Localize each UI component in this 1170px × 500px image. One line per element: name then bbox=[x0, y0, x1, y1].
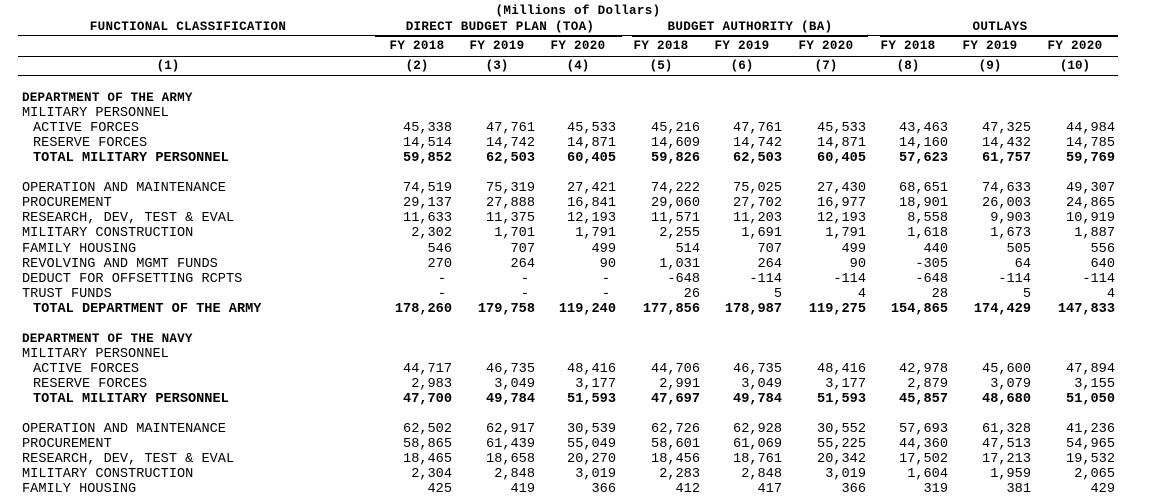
column-number: (7) bbox=[814, 59, 838, 73]
value-cell: 319 bbox=[923, 482, 948, 498]
value-cell: 61,439 bbox=[486, 437, 535, 453]
value-cell: 42,978 bbox=[899, 361, 948, 377]
value-cell: 14,871 bbox=[567, 136, 616, 152]
column-number: (4) bbox=[566, 59, 590, 73]
value-cell: 74,519 bbox=[403, 181, 452, 197]
row-label: ACTIVE FORCES bbox=[33, 361, 140, 377]
value-cell: 47,325 bbox=[982, 121, 1031, 137]
value-cell: 514 bbox=[675, 241, 700, 257]
value-cell: - bbox=[520, 286, 529, 302]
value-cell: 4 bbox=[1106, 286, 1115, 302]
value-cell: - bbox=[520, 271, 529, 287]
value-cell: 17,213 bbox=[982, 452, 1031, 468]
total-row-label: TOTAL DEPARTMENT OF THE ARMY bbox=[33, 301, 262, 317]
value-cell: 1,887 bbox=[1074, 226, 1115, 242]
value-cell: 2,991 bbox=[659, 376, 700, 392]
total-value-cell: 179,758 bbox=[477, 301, 535, 317]
value-cell: 2,283 bbox=[659, 467, 700, 483]
fiscal-year-label: FY 2020 bbox=[798, 39, 854, 53]
total-value-cell: 178,987 bbox=[724, 301, 782, 317]
section-heading: DEPARTMENT OF THE NAVY bbox=[22, 331, 193, 346]
value-cell: 1,701 bbox=[494, 226, 535, 242]
row-label: RESEARCH, DEV, TEST & EVAL bbox=[22, 452, 235, 468]
total-row-label: TOTAL MILITARY PERSONNEL bbox=[33, 151, 229, 167]
value-cell: 8,558 bbox=[907, 211, 948, 227]
row-label: OPERATION AND MAINTENANCE bbox=[22, 181, 226, 197]
column-number: (3) bbox=[485, 59, 509, 73]
row-label: MILITARY PERSONNEL bbox=[22, 106, 169, 122]
value-cell: 29,137 bbox=[403, 196, 452, 212]
fiscal-year-label: FY 2018 bbox=[633, 39, 689, 53]
row-label: MILITARY PERSONNEL bbox=[22, 346, 169, 362]
value-cell: 28 bbox=[931, 286, 948, 302]
fiscal-year-label: FY 2020 bbox=[550, 39, 606, 53]
total-value-cell: 60,405 bbox=[567, 151, 616, 167]
value-cell: 11,375 bbox=[486, 211, 535, 227]
total-value-cell: 49,784 bbox=[486, 392, 535, 407]
value-cell: -305 bbox=[915, 256, 948, 272]
value-cell: - bbox=[601, 271, 610, 287]
value-cell: 1,791 bbox=[575, 226, 616, 242]
column-number: (10) bbox=[1059, 59, 1091, 73]
value-cell: 14,871 bbox=[817, 136, 866, 152]
value-cell: 45,600 bbox=[982, 361, 1031, 377]
value-cell: 366 bbox=[591, 482, 616, 498]
row-label: DEDUCT FOR OFFSETTING RCPTS bbox=[22, 271, 243, 287]
row-label: PROCUREMENT bbox=[22, 437, 112, 453]
year-rule bbox=[18, 56, 1118, 57]
total-value-cell: 147,833 bbox=[1057, 301, 1115, 317]
value-cell: 1,959 bbox=[990, 467, 1031, 483]
value-cell: 9,903 bbox=[990, 211, 1031, 227]
value-cell: 440 bbox=[923, 241, 948, 257]
value-cell: -648 bbox=[915, 271, 948, 287]
value-cell: -114 bbox=[833, 271, 866, 287]
value-cell: 2,848 bbox=[741, 467, 782, 483]
row-label: PROCUREMENT bbox=[22, 196, 112, 212]
value-cell: 55,225 bbox=[817, 437, 866, 453]
value-cell: 2,065 bbox=[1074, 467, 1115, 483]
value-cell: 2,879 bbox=[907, 376, 948, 392]
value-cell: 417 bbox=[757, 482, 782, 498]
value-cell: 44,360 bbox=[899, 437, 948, 453]
value-cell: 3,049 bbox=[741, 376, 782, 392]
total-value-cell: 51,050 bbox=[1066, 392, 1115, 407]
value-cell: -114 bbox=[998, 271, 1031, 287]
group-header-toa: DIRECT BUDGET PLAN (TOA) bbox=[405, 20, 595, 34]
row-label: FAMILY HOUSING bbox=[22, 241, 137, 257]
total-value-cell: 59,826 bbox=[651, 151, 700, 167]
value-cell: - bbox=[437, 271, 446, 287]
column-number: (9) bbox=[978, 59, 1002, 73]
value-cell: 707 bbox=[757, 241, 782, 257]
value-cell: 58,601 bbox=[651, 437, 700, 453]
value-cell: -648 bbox=[667, 271, 700, 287]
group-header-outlays: OUTLAYS bbox=[972, 20, 1028, 34]
value-cell: 68,651 bbox=[899, 181, 948, 197]
row-label: REVOLVING AND MGMT FUNDS bbox=[22, 256, 218, 272]
value-cell: 75,025 bbox=[733, 181, 782, 197]
value-cell: 264 bbox=[757, 256, 782, 272]
units-caption: (Millions of Dollars) bbox=[495, 4, 661, 18]
column-number: (5) bbox=[649, 59, 673, 73]
total-value-cell: 57,623 bbox=[899, 151, 948, 167]
value-cell: 14,432 bbox=[982, 136, 1031, 152]
value-cell: 18,901 bbox=[899, 196, 948, 212]
value-cell: 5 bbox=[1022, 286, 1031, 302]
row-label: FAMILY HOUSING bbox=[22, 482, 137, 498]
value-cell: 546 bbox=[427, 241, 452, 257]
value-cell: - bbox=[437, 286, 446, 302]
value-cell: 3,079 bbox=[990, 376, 1031, 392]
column-number-rule bbox=[18, 75, 1118, 76]
value-cell: 75,319 bbox=[486, 181, 535, 197]
total-value-cell: 51,593 bbox=[567, 392, 616, 407]
value-cell: 3,177 bbox=[825, 376, 866, 392]
total-value-cell: 61,757 bbox=[982, 151, 1031, 167]
value-cell: 505 bbox=[1006, 241, 1031, 257]
value-cell: 61,328 bbox=[982, 422, 1031, 438]
row-label: MILITARY CONSTRUCTION bbox=[22, 467, 194, 483]
total-value-cell: 177,856 bbox=[642, 301, 700, 317]
value-cell: 46,735 bbox=[486, 361, 535, 377]
value-cell: 1,691 bbox=[741, 226, 782, 242]
total-row-label: TOTAL MILITARY PERSONNEL bbox=[33, 392, 229, 407]
fiscal-year-label: FY 2019 bbox=[962, 39, 1018, 53]
total-value-cell: 154,865 bbox=[890, 301, 948, 317]
value-cell: 3,177 bbox=[575, 376, 616, 392]
value-cell: 10,919 bbox=[1066, 211, 1115, 227]
total-value-cell: 62,503 bbox=[486, 151, 535, 167]
value-cell: 30,552 bbox=[817, 422, 866, 438]
value-cell: 30,539 bbox=[567, 422, 616, 438]
value-cell: 3,049 bbox=[494, 376, 535, 392]
value-cell: 47,894 bbox=[1066, 361, 1115, 377]
value-cell: 26,003 bbox=[982, 196, 1031, 212]
value-cell: 24,865 bbox=[1066, 196, 1115, 212]
fiscal-year-label: FY 2019 bbox=[469, 39, 525, 53]
value-cell: 18,465 bbox=[403, 452, 452, 468]
value-cell: 46,735 bbox=[733, 361, 782, 377]
value-cell: 41,236 bbox=[1066, 422, 1115, 438]
value-cell: 47,761 bbox=[486, 121, 535, 137]
value-cell: 62,928 bbox=[733, 422, 782, 438]
value-cell: 48,416 bbox=[567, 361, 616, 377]
value-cell: 640 bbox=[1090, 256, 1115, 272]
value-cell: 270 bbox=[427, 256, 452, 272]
value-cell: 44,717 bbox=[403, 361, 452, 377]
value-cell: 27,888 bbox=[486, 196, 535, 212]
value-cell: 18,658 bbox=[486, 452, 535, 468]
value-cell: 90 bbox=[599, 256, 616, 272]
value-cell: 44,706 bbox=[651, 361, 700, 377]
value-cell: 11,633 bbox=[403, 211, 452, 227]
value-cell: 1,604 bbox=[907, 467, 948, 483]
column-number: (6) bbox=[730, 59, 754, 73]
value-cell: 14,160 bbox=[899, 136, 948, 152]
value-cell: 381 bbox=[1006, 482, 1031, 498]
classification-header: FUNCTIONAL CLASSIFICATION bbox=[89, 20, 287, 34]
total-value-cell: 119,240 bbox=[558, 301, 616, 317]
value-cell: 17,502 bbox=[899, 452, 948, 468]
value-cell: 412 bbox=[675, 482, 700, 498]
row-label: RESERVE FORCES bbox=[33, 136, 148, 152]
value-cell: 14,609 bbox=[651, 136, 700, 152]
value-cell: 3,019 bbox=[575, 467, 616, 483]
value-cell: 14,514 bbox=[403, 136, 452, 152]
column-number: (1) bbox=[156, 59, 180, 73]
value-cell: 90 bbox=[849, 256, 866, 272]
value-cell: 3,155 bbox=[1074, 376, 1115, 392]
value-cell: 2,983 bbox=[411, 376, 452, 392]
value-cell: 2,255 bbox=[659, 226, 700, 242]
value-cell: 47,513 bbox=[982, 437, 1031, 453]
value-cell: 62,502 bbox=[403, 422, 452, 438]
value-cell: 499 bbox=[591, 241, 616, 257]
ba-underline bbox=[632, 36, 868, 37]
value-cell: 14,785 bbox=[1066, 136, 1115, 152]
value-cell: 64 bbox=[1014, 256, 1031, 272]
value-cell: 45,216 bbox=[651, 121, 700, 137]
total-value-cell: 119,275 bbox=[808, 301, 866, 317]
total-value-cell: 178,260 bbox=[394, 301, 452, 317]
section-heading: DEPARTMENT OF THE ARMY bbox=[22, 91, 193, 105]
value-cell: 74,222 bbox=[651, 181, 700, 197]
value-cell: 61,069 bbox=[733, 437, 782, 453]
value-cell: 74,633 bbox=[982, 181, 1031, 197]
total-value-cell: 59,852 bbox=[403, 151, 452, 167]
value-cell: 19,532 bbox=[1066, 452, 1115, 468]
group-header-ba: BUDGET AUTHORITY (BA) bbox=[667, 20, 833, 34]
value-cell: 16,841 bbox=[567, 196, 616, 212]
value-cell: 29,060 bbox=[651, 196, 700, 212]
row-label: TRUST FUNDS bbox=[22, 286, 112, 302]
value-cell: 14,742 bbox=[486, 136, 535, 152]
value-cell: 48,416 bbox=[817, 361, 866, 377]
row-label: MILITARY CONSTRUCTION bbox=[22, 226, 194, 242]
value-cell: 12,193 bbox=[817, 211, 866, 227]
value-cell: 62,726 bbox=[651, 422, 700, 438]
fiscal-year-label: FY 2018 bbox=[880, 39, 936, 53]
total-value-cell: 59,769 bbox=[1066, 151, 1115, 167]
fiscal-year-label: FY 2018 bbox=[389, 39, 445, 53]
value-cell: 57,693 bbox=[899, 422, 948, 438]
value-cell: 4 bbox=[857, 286, 866, 302]
value-cell: 55,049 bbox=[567, 437, 616, 453]
value-cell: 27,430 bbox=[817, 181, 866, 197]
value-cell: 2,302 bbox=[411, 226, 452, 242]
total-value-cell: 60,405 bbox=[817, 151, 866, 167]
value-cell: -114 bbox=[749, 271, 782, 287]
value-cell: 425 bbox=[427, 482, 452, 498]
value-cell: 44,984 bbox=[1066, 121, 1115, 137]
value-cell: 43,463 bbox=[899, 121, 948, 137]
total-value-cell: 62,503 bbox=[733, 151, 782, 167]
total-value-cell: 47,700 bbox=[403, 392, 452, 407]
value-cell: 62,917 bbox=[486, 422, 535, 438]
fiscal-year-label: FY 2019 bbox=[714, 39, 770, 53]
value-cell: 11,571 bbox=[651, 211, 700, 227]
value-cell: 707 bbox=[510, 241, 535, 257]
value-cell: 3,019 bbox=[825, 467, 866, 483]
value-cell: 27,702 bbox=[733, 196, 782, 212]
value-cell: -114 bbox=[1082, 271, 1115, 287]
value-cell: 499 bbox=[841, 241, 866, 257]
value-cell: 429 bbox=[1090, 482, 1115, 498]
value-cell: 45,338 bbox=[403, 121, 452, 137]
value-cell: 20,342 bbox=[817, 452, 866, 468]
outlays-underline bbox=[880, 36, 1118, 37]
value-cell: 1,791 bbox=[825, 226, 866, 242]
column-number: (2) bbox=[405, 59, 429, 73]
total-value-cell: 47,697 bbox=[651, 392, 700, 407]
value-cell: 1,618 bbox=[907, 226, 948, 242]
total-value-cell: 45,857 bbox=[899, 392, 948, 407]
total-value-cell: 174,429 bbox=[973, 301, 1031, 317]
value-cell: 556 bbox=[1090, 241, 1115, 257]
row-label: RESERVE FORCES bbox=[33, 376, 148, 392]
value-cell: 18,456 bbox=[651, 452, 700, 468]
value-cell: 54,965 bbox=[1066, 437, 1115, 453]
row-label: RESEARCH, DEV, TEST & EVAL bbox=[22, 211, 235, 227]
value-cell: 419 bbox=[510, 482, 535, 498]
value-cell: 1,673 bbox=[990, 226, 1031, 242]
value-cell: 45,533 bbox=[817, 121, 866, 137]
row-label: ACTIVE FORCES bbox=[33, 121, 140, 137]
value-cell: 366 bbox=[841, 482, 866, 498]
fiscal-year-label: FY 2020 bbox=[1047, 39, 1103, 53]
value-cell: 49,307 bbox=[1066, 181, 1115, 197]
total-value-cell: 48,680 bbox=[982, 392, 1031, 407]
column-number: (8) bbox=[896, 59, 920, 73]
value-cell: 20,270 bbox=[567, 452, 616, 468]
value-cell: 5 bbox=[773, 286, 782, 302]
value-cell: 16,977 bbox=[817, 196, 866, 212]
value-cell: 1,031 bbox=[659, 256, 700, 272]
value-cell: 27,421 bbox=[567, 181, 616, 197]
toa-underline bbox=[375, 36, 622, 37]
value-cell: 26 bbox=[683, 286, 700, 302]
value-cell: 47,761 bbox=[733, 121, 782, 137]
value-cell: 18,761 bbox=[733, 452, 782, 468]
total-value-cell: 51,593 bbox=[817, 392, 866, 407]
value-cell: 2,304 bbox=[411, 467, 452, 483]
value-cell: 14,742 bbox=[733, 136, 782, 152]
value-cell: - bbox=[601, 286, 610, 302]
value-cell: 45,533 bbox=[567, 121, 616, 137]
value-cell: 12,193 bbox=[567, 211, 616, 227]
value-cell: 58,865 bbox=[403, 437, 452, 453]
value-cell: 11,203 bbox=[733, 211, 782, 227]
total-value-cell: 49,784 bbox=[733, 392, 782, 407]
value-cell: 264 bbox=[510, 256, 535, 272]
row-label: OPERATION AND MAINTENANCE bbox=[22, 422, 226, 438]
value-cell: 2,848 bbox=[494, 467, 535, 483]
